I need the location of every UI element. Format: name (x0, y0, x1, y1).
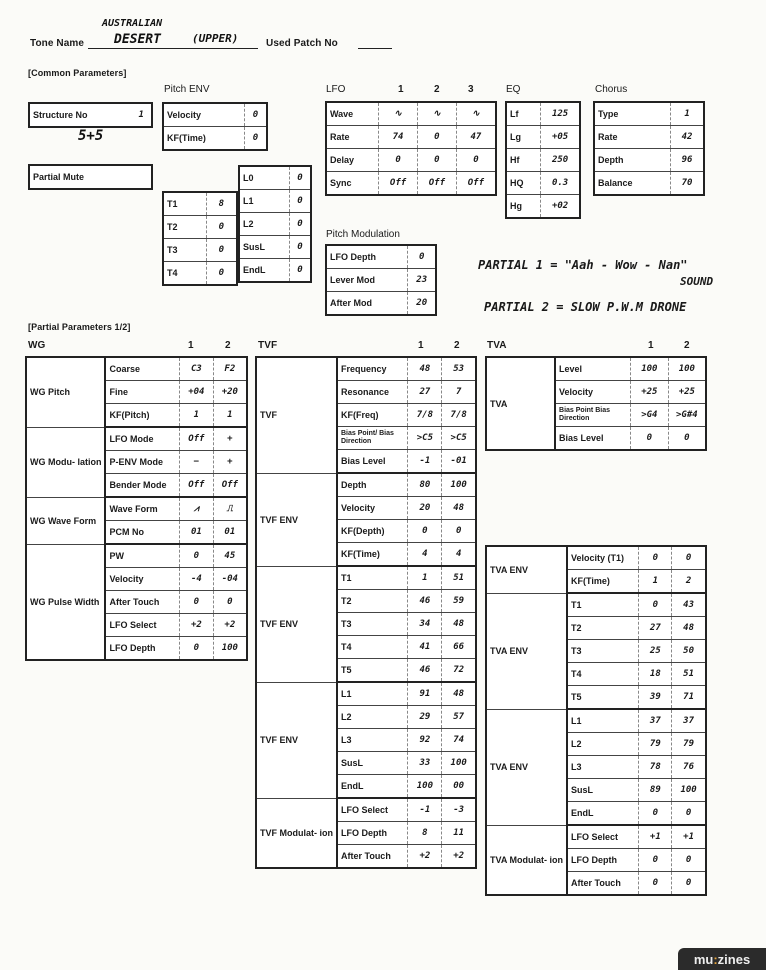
used-patch-label: Used Patch No (266, 38, 338, 49)
row-label: Fine (105, 381, 179, 404)
pitch-mod-lever-label: Lever Mod (326, 269, 408, 292)
lfo-rate-label: Rate (326, 126, 379, 149)
row-label: LFO Depth (567, 849, 639, 872)
tvf-group: TVF (256, 357, 337, 473)
row-label: T2 (337, 590, 408, 613)
eq-hg-value: +02 (551, 201, 569, 211)
lfo2-wave-icon: ∿ (417, 102, 456, 126)
row-label: T5 (567, 686, 639, 710)
row-label: Frequency (337, 357, 408, 381)
p1-value: Off (180, 474, 214, 498)
pitch-env-l2-value: 0 (289, 213, 311, 236)
eq-hf-label: Hf (506, 149, 541, 172)
p2-value: 100 (668, 357, 706, 381)
p2-value: 0 (685, 878, 692, 888)
row-label: L1 (337, 682, 408, 706)
pitch-env-table (162, 102, 268, 151)
p2-value: -01 (442, 450, 476, 474)
row-label: PCM No (105, 521, 179, 545)
row-label: SusL (567, 779, 639, 802)
p2-value: 76 (672, 756, 706, 779)
p2-value: +1 (672, 825, 706, 849)
row-label: LFO Select (337, 798, 408, 822)
tva-title: TVA (487, 340, 507, 351)
p2-value: 0 (213, 591, 247, 614)
row-label: Velocity (337, 497, 408, 520)
tva-env-table (485, 545, 707, 896)
tone-name-line1: AUSTRALIAN (102, 18, 163, 29)
note-partial-2: PARTIAL 2 = SLOW P.W.M DRONE (484, 300, 687, 314)
row-label: T3 (337, 613, 408, 636)
p2-value: 48 (442, 613, 476, 636)
pitch-mod-title: Pitch Modulation (326, 229, 400, 240)
tva-table (485, 356, 707, 451)
row-label: LFO Mode (105, 427, 179, 451)
structure-note: 5+5 (78, 128, 104, 144)
p1-value: 46 (408, 590, 442, 613)
chorus-title: Chorus (595, 84, 628, 95)
row-label: PW (105, 544, 179, 568)
row-label: Depth (337, 473, 408, 497)
row-label: LFO Depth (105, 637, 179, 661)
pitch-mod-after-value: 20 (416, 298, 428, 308)
tone-name-header (30, 18, 450, 48)
p1-value: 1 (639, 570, 672, 594)
wg-col-2: 2 (225, 340, 231, 351)
p2-value: 1 (213, 404, 247, 428)
p2-value: 71 (672, 686, 706, 710)
p2-value: 0 (672, 802, 706, 826)
p1-value: -4 (180, 568, 214, 591)
eq-lg-value: +05 (541, 126, 580, 149)
pitch-env-times (162, 191, 238, 286)
tva-group: TVA (486, 357, 555, 450)
p1-value: 0 (639, 546, 672, 570)
eq-lf-value: 125 (541, 102, 580, 126)
partial-mute-box (28, 164, 153, 190)
lfo-delay-label: Delay (326, 149, 379, 172)
p2-value: >C5 (442, 427, 476, 450)
p1-value: C3 (180, 357, 214, 381)
row-label: After Touch (567, 872, 639, 896)
tvf-env-group: TVF ENV (256, 473, 337, 566)
pitch-env-susl-value: 0 (289, 236, 311, 259)
tone-name-suffix: (UPPER) (192, 32, 239, 45)
chorus-rate-value: 42 (671, 126, 704, 149)
row-label: Wave Form (105, 497, 179, 521)
p2-value: 0 (672, 546, 706, 570)
p1-value: 18 (639, 663, 672, 686)
row-label: L1 (567, 709, 639, 733)
chorus-balance-label: Balance (594, 172, 671, 196)
p2-value: 0 (684, 433, 690, 443)
logo-mu: mu (693, 951, 714, 967)
pitch-env-l1-value: 0 (289, 190, 311, 213)
lfo3-sync: Off (467, 178, 485, 188)
lfo1-wave-icon: ∿ (379, 102, 418, 126)
p1-value: >G4 (630, 404, 668, 427)
pitch-mod-lfo-depth-value: 0 (408, 245, 436, 269)
p2-value: >G#4 (668, 404, 706, 427)
row-label: T1 (337, 566, 408, 590)
eq-hq-value: 0.3 (541, 172, 580, 195)
p1-value: 37 (639, 709, 672, 733)
pitch-mod-table (325, 244, 437, 316)
wg-table (25, 356, 248, 661)
pitch-env-title: Pitch ENV (164, 84, 210, 95)
p1-value: Off (180, 427, 214, 451)
lfo-col-3: 3 (468, 84, 474, 95)
note-partial-1-sound: SOUND (680, 275, 714, 288)
p1-value: 8 (408, 822, 442, 845)
wg-modulation-group: WG Modu- lation (26, 427, 105, 497)
p2-value: 48 (442, 497, 476, 520)
p2-value: 51 (672, 663, 706, 686)
p1-value: 4 (408, 543, 442, 567)
p1-value: 0 (639, 593, 672, 617)
lfo3-delay: 0 (456, 149, 496, 172)
p1-value: 0 (630, 427, 668, 451)
pitch-env-kf-value: 0 (252, 133, 259, 143)
pitch-mod-after-label: After Mod (326, 292, 408, 316)
row-label: T4 (567, 663, 639, 686)
p1-value: 1 (180, 404, 214, 428)
p2-value: 4 (442, 543, 476, 567)
pitch-env-l1-label: L1 (239, 190, 289, 213)
chorus-depth-label: Depth (594, 149, 671, 172)
lfo3-wave-icon: ∿ (456, 102, 496, 126)
pitch-env-t2-label: T2 (163, 216, 206, 239)
p2-value: 43 (672, 593, 706, 617)
row-label: Bias Level (555, 427, 630, 451)
tvf-col-2: 2 (454, 340, 460, 351)
p2-value: 7 (442, 381, 476, 404)
tvf-col-1: 1 (418, 340, 424, 351)
partial-params-title: [Partial Parameters 1/2] (28, 322, 131, 332)
eq-hq-label: HQ (506, 172, 541, 195)
row-label: L3 (337, 729, 408, 752)
p1-value: 0 (639, 849, 672, 872)
chorus-table (593, 101, 705, 196)
p1-value: 01 (180, 521, 214, 545)
logo-zines: zines (717, 951, 751, 967)
p1-value: 41 (408, 636, 442, 659)
p2-value: 50 (672, 640, 706, 663)
pitch-env-velocity-value: 0 (244, 103, 267, 127)
row-label: After Touch (105, 591, 179, 614)
p2-value: 48 (442, 682, 476, 706)
row-label: T4 (337, 636, 408, 659)
row-label: LFO Select (105, 614, 179, 637)
eq-hf-value: 250 (541, 149, 580, 172)
row-label: T2 (567, 617, 639, 640)
row-label: KF(Freq) (337, 404, 408, 427)
row-label: L3 (567, 756, 639, 779)
square-wave-icon: ⎍ (213, 497, 247, 521)
pitch-env-endl-label: EndL (239, 259, 289, 283)
lfo1-delay: 0 (379, 149, 418, 172)
p1-value: -1 (408, 450, 442, 474)
pitch-env-endl-value: 0 (297, 265, 303, 275)
tvf-title: TVF (258, 340, 278, 351)
p2-value: 48 (672, 617, 706, 640)
pitch-mod-lfo-depth-label: LFO Depth (326, 245, 408, 269)
pitch-env-t3-label: T3 (163, 239, 206, 262)
tvf-env-time-group: TVF ENV (256, 566, 337, 682)
lfo-sync-label: Sync (326, 172, 379, 196)
p2-value: 2 (672, 570, 706, 594)
p2-value: + (213, 451, 247, 474)
p1-value: 27 (408, 381, 442, 404)
p1-value: − (180, 451, 214, 474)
pitch-env-susl-label: SusL (239, 236, 289, 259)
pitch-env-velocity-label: Velocity (163, 103, 244, 127)
p1-value: 34 (408, 613, 442, 636)
p2-value: 01 (213, 521, 247, 545)
tva-env-level-group: TVA ENV (486, 709, 567, 825)
p2-value: + (213, 427, 247, 451)
p1-value: 48 (408, 357, 442, 381)
p2-value: -04 (213, 568, 247, 591)
p1-value: 0 (180, 591, 214, 614)
row-label: KF(Time) (337, 543, 408, 567)
p1-value: 39 (639, 686, 672, 710)
tvf-modulation-group: TVF Modulat- ion (256, 798, 337, 868)
p1-value: 92 (408, 729, 442, 752)
row-label: P-ENV Mode (105, 451, 179, 474)
row-label: Bender Mode (105, 474, 179, 498)
p1-value: +04 (180, 381, 214, 404)
chorus-balance-value: 70 (681, 178, 693, 188)
p1-value: +1 (639, 825, 672, 849)
pitch-env-l2-label: L2 (239, 213, 289, 236)
p1-value: 1 (408, 566, 442, 590)
tva-env-group: TVA ENV (486, 546, 567, 593)
p1-value: >C5 (408, 427, 442, 450)
p1-value: 20 (408, 497, 442, 520)
wg-waveform-group: WG Wave Form (26, 497, 105, 544)
pitch-mod-lever-value: 23 (408, 269, 436, 292)
row-label: KF(Pitch) (105, 404, 179, 428)
lfo1-sync: Off (379, 172, 418, 196)
row-label: L2 (337, 706, 408, 729)
pitch-env-levels (238, 165, 312, 283)
p2-value: 00 (442, 775, 476, 799)
p2-value: 53 (442, 357, 476, 381)
p1-value: 89 (639, 779, 672, 802)
p2-value: 0 (442, 520, 476, 543)
eq-lg-label: Lg (506, 126, 541, 149)
p2-value: 100 (442, 752, 476, 775)
lfo-wave-label: Wave (326, 102, 379, 126)
row-label: KF(Depth) (337, 520, 408, 543)
eq-lf-label: Lf (506, 102, 541, 126)
p1-value: 79 (639, 733, 672, 756)
row-label: Velocity (105, 568, 179, 591)
p1-value: 80 (408, 473, 442, 497)
p2-value: 100 (672, 779, 706, 802)
lfo2-sync: Off (417, 172, 456, 196)
p2-value: 0 (672, 849, 706, 872)
p1-value: 46 (408, 659, 442, 683)
lfo-col-2: 2 (434, 84, 440, 95)
pitch-env-kf-label: KF(Time) (163, 127, 244, 151)
logo-colon: : (713, 951, 718, 967)
p2-value: 59 (442, 590, 476, 613)
lfo2-delay: 0 (417, 149, 456, 172)
pitch-env-t4-value: 0 (218, 268, 224, 278)
partial-mute-value (139, 165, 152, 189)
wg-pitch-group: WG Pitch (26, 357, 105, 427)
row-label: SusL (337, 752, 408, 775)
row-label: Resonance (337, 381, 408, 404)
p2-value: +2 (453, 851, 465, 861)
p1-value: 0 (180, 637, 214, 661)
p1-value: 0 (639, 802, 672, 826)
p1-value: 100 (408, 775, 442, 799)
p1-value: +2 (180, 614, 214, 637)
eq-title: EQ (506, 84, 521, 95)
partial-mute-label: Partial Mute (33, 172, 85, 182)
row-label: Velocity (555, 381, 630, 404)
row-label: L2 (567, 733, 639, 756)
p2-value: 100 (221, 643, 238, 653)
row-label: EndL (567, 802, 639, 826)
p2-value: 66 (442, 636, 476, 659)
p2-value: 57 (442, 706, 476, 729)
p2-value: Off (213, 474, 247, 498)
row-label: EndL (337, 775, 408, 799)
chorus-type-value: 1 (671, 102, 704, 126)
note-partial-1: PARTIAL 1 = "Aah - Wow - Nan" (478, 258, 688, 272)
p2-value: +2 (213, 614, 247, 637)
wg-title: WG (28, 340, 46, 351)
tvf-table (255, 356, 477, 869)
pitch-env-t2-value: 0 (206, 216, 237, 239)
sawtooth-wave-icon: ⩘ (180, 497, 214, 521)
structure-box (28, 102, 153, 128)
row-label: LFO Depth (337, 822, 408, 845)
pitch-env-t4-label: T4 (163, 262, 206, 286)
row-label: Level (555, 357, 630, 381)
tva-modulation-group: TVA Modulat- ion (486, 825, 567, 895)
lfo1-rate: 74 (379, 126, 418, 149)
p1-value: 25 (639, 640, 672, 663)
p1-value: 91 (408, 682, 442, 706)
tva-col-2: 2 (684, 340, 690, 351)
eq-table (505, 101, 581, 219)
structure-label: Structure No (33, 110, 88, 120)
p1-value: -1 (408, 798, 442, 822)
pitch-env-l0-value: 0 (289, 166, 311, 190)
p2-value: F2 (213, 357, 247, 381)
row-label: After Touch (337, 845, 408, 869)
pitch-env-t1-label: T1 (163, 192, 206, 216)
chorus-type-label: Type (594, 102, 671, 126)
p1-value: 100 (630, 357, 668, 381)
row-label: Coarse (105, 357, 179, 381)
row-label: LFO Select (567, 825, 639, 849)
p2-value: 74 (442, 729, 476, 752)
eq-hg-label: Hg (506, 195, 541, 219)
lfo-table (325, 101, 497, 196)
row-label: T5 (337, 659, 408, 683)
row-label: Velocity (T1) (567, 546, 639, 570)
row-label: Bias Point/ Bias Direction (337, 427, 408, 450)
tone-name-line (88, 48, 258, 49)
p2-value: +20 (213, 381, 247, 404)
pitch-env-l0-label: L0 (239, 166, 289, 190)
row-label: KF(Time) (567, 570, 639, 594)
p2-value: 7/8 (442, 404, 476, 427)
row-label: T3 (567, 640, 639, 663)
tone-name-line2: DESERT (114, 32, 161, 47)
p2-value: 45 (213, 544, 247, 568)
lfo3-rate: 47 (456, 126, 496, 149)
chorus-depth-value: 96 (671, 149, 704, 172)
p2-value: 79 (672, 733, 706, 756)
p1-value: 29 (408, 706, 442, 729)
p2-value: 51 (442, 566, 476, 590)
p1-value: 0 (408, 520, 442, 543)
p1-value: +25 (630, 381, 668, 404)
p1-value: 33 (408, 752, 442, 775)
lfo-col-1: 1 (398, 84, 404, 95)
row-label: T1 (567, 593, 639, 617)
pitch-env-t3-value: 0 (206, 239, 237, 262)
muzines-watermark[interactable] (678, 948, 766, 970)
lfo-title: LFO (326, 84, 346, 95)
p1-value: 0 (639, 872, 672, 896)
row-label: Bias Level (337, 450, 408, 474)
p2-value: +25 (668, 381, 706, 404)
p1-value: +2 (408, 845, 442, 869)
tva-env-time-group: TVA ENV (486, 593, 567, 709)
structure-value: 1 (138, 110, 144, 120)
pitch-env-t1-value: 8 (206, 192, 237, 216)
tva-col-1: 1 (648, 340, 654, 351)
p1-value: 27 (639, 617, 672, 640)
p2-value: -3 (442, 798, 476, 822)
tone-name-label: Tone Name (30, 38, 85, 49)
p2-value: 100 (442, 473, 476, 497)
wg-pulse-width-group: WG Pulse Width (26, 544, 105, 660)
p1-value: 78 (639, 756, 672, 779)
tvf-env-level-group: TVF ENV (256, 682, 337, 798)
wg-col-1: 1 (188, 340, 194, 351)
common-params-title: [Common Parameters] (28, 68, 127, 78)
lfo2-rate: 0 (417, 126, 456, 149)
p1-value: 0 (180, 544, 214, 568)
used-patch-line (358, 48, 392, 49)
p1-value: 7/8 (408, 404, 442, 427)
p2-value: 11 (442, 822, 476, 845)
p2-value: 37 (672, 709, 706, 733)
chorus-rate-label: Rate (594, 126, 671, 149)
row-label: Bias Point Bias Direction (555, 404, 630, 427)
p2-value: 72 (442, 659, 476, 683)
